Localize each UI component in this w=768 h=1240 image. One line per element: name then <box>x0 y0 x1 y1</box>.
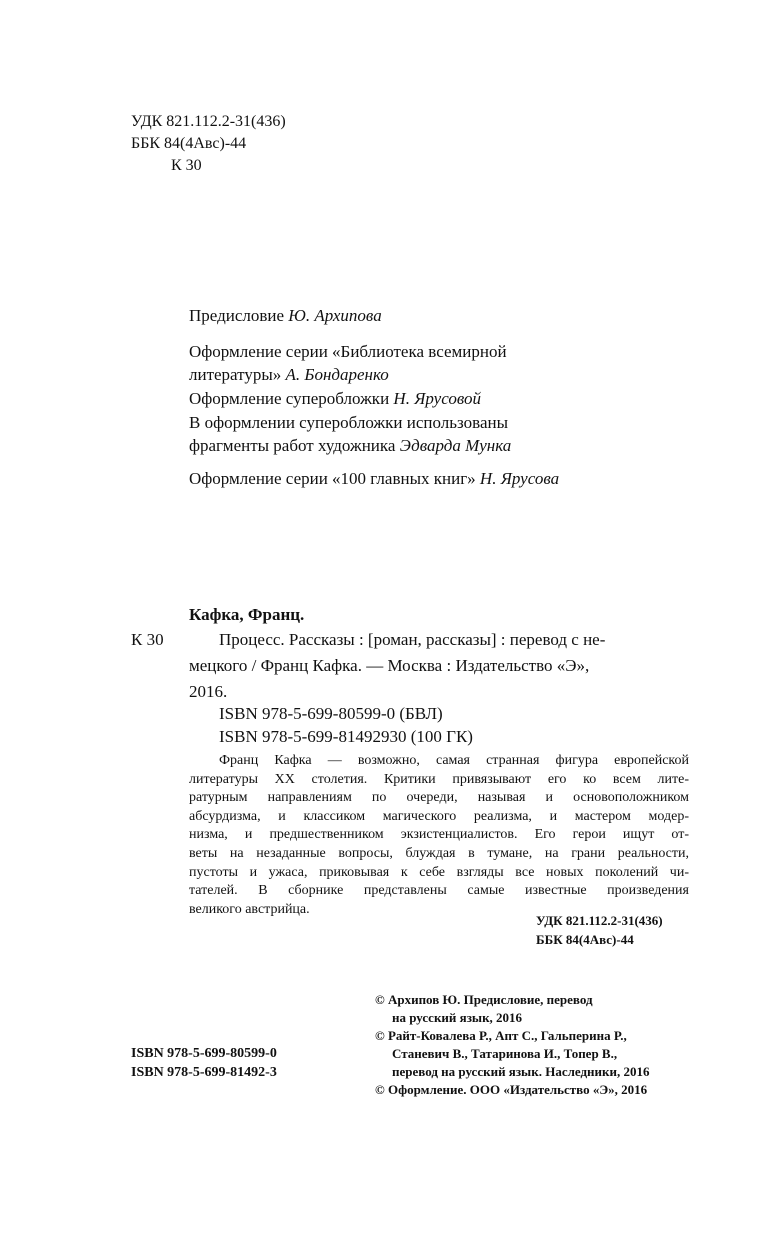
catalog-line-2: мецкого / Франц Кафка. — Москва : Издательство «Э», <box>189 656 590 675</box>
series100-name: Н. Ярусова <box>479 469 560 488</box>
copyright-1-line1: © Архипов Ю. Предисловие, перевод <box>375 992 593 1007</box>
series-design-line1: Оформление серии «Библиотека всемирной <box>189 342 507 361</box>
udk-code: УДК 821.112.2-31(436) <box>131 113 286 130</box>
annotation-udk: УДК 821.112.2-31(436) <box>536 913 663 928</box>
author-mark: К 30 <box>171 157 202 174</box>
catalog-author-heading: Кафка, Франц. <box>189 605 305 624</box>
footer-isbn-2: ISBN 978-5-699-81492-3 <box>131 1065 277 1080</box>
annotation-line: литературы XX столетия. Критики привязывают его ко всем лите- <box>189 771 689 787</box>
catalog-mark: К 30 <box>131 630 164 649</box>
annotation-line: ратурным направлениям по очереди, называя и основоположником <box>189 790 689 806</box>
copyright-2-line1: © Райт-Ковалева Р., Апт С., Гальперина Р., <box>375 1028 627 1043</box>
footer-isbn-1: ISBN 978-5-699-80599-0 <box>131 1046 277 1061</box>
copyright-2-line2: Станевич В., Татаринова И., Топер В., <box>392 1046 618 1061</box>
preface-name: Ю. Архипова <box>288 306 382 325</box>
annotation-line: тателей. В сборнике представлены самые известные произведения <box>189 883 689 899</box>
annotation-line: Франц Кафка — возможно, самая странная фигура европейской <box>219 753 689 768</box>
copyright-2-line3: перевод на русский язык. Наследники, 2016 <box>392 1064 650 1079</box>
annotation-bbk: ББК 84(4Авс)-44 <box>536 932 634 947</box>
annotation-line: пустоты и ужаса, приковывая к себе взгляды все новых поколений чи- <box>189 864 689 880</box>
jacket-art-line1: В оформлении суперобложки использованы <box>189 413 509 432</box>
catalog-isbn-2: ISBN 978-5-699-81492930 (100 ГК) <box>219 727 473 746</box>
jacket-art-line2 <box>189 434 511 458</box>
jacket-art-label: фрагменты работ художника <box>189 436 396 455</box>
annotation-line: абсурдизма, и классиком магического реализма, и мастером модер- <box>189 808 689 824</box>
annotation <box>189 752 689 919</box>
series-design-name: А. Бондаренко <box>285 365 389 384</box>
jacket-credit <box>189 387 481 411</box>
annotation-line: веты на незаданные вопросы, блуждая в тумане, на грани реальности, <box>189 845 689 861</box>
preface-label: Предисловие <box>189 306 285 325</box>
jacket-name: Н. Ярусовой <box>393 389 481 408</box>
jacket-art-name: Эдварда Мунка <box>399 436 512 455</box>
annotation-line: великого австрийца. <box>189 901 310 917</box>
copyright-1-line2: на русский язык, 2016 <box>392 1010 523 1025</box>
jacket-label: Оформление суперобложки <box>189 389 390 408</box>
catalog-line-1: Процесс. Рассказы : [роман, рассказы] : перевод с не- <box>219 630 606 649</box>
catalog-line-3: 2016. <box>189 682 228 701</box>
preface-credit <box>189 304 382 328</box>
series-design-label: литературы» <box>189 365 282 384</box>
bbk-code: ББК 84(4Авс)-44 <box>131 135 247 152</box>
copyright-3-line1: © Оформление. ООО «Издательство «Э», 2016 <box>375 1082 648 1097</box>
series100-credit <box>189 467 559 491</box>
annotation-line: низма, и предшественником экзистенциалистов. Его герои ищут от- <box>189 827 689 843</box>
catalog-isbn-1: ISBN 978-5-699-80599-0 (БВЛ) <box>219 704 443 723</box>
series-design-line2 <box>189 363 389 387</box>
series100-label: Оформление серии «100 главных книг» <box>189 469 476 488</box>
